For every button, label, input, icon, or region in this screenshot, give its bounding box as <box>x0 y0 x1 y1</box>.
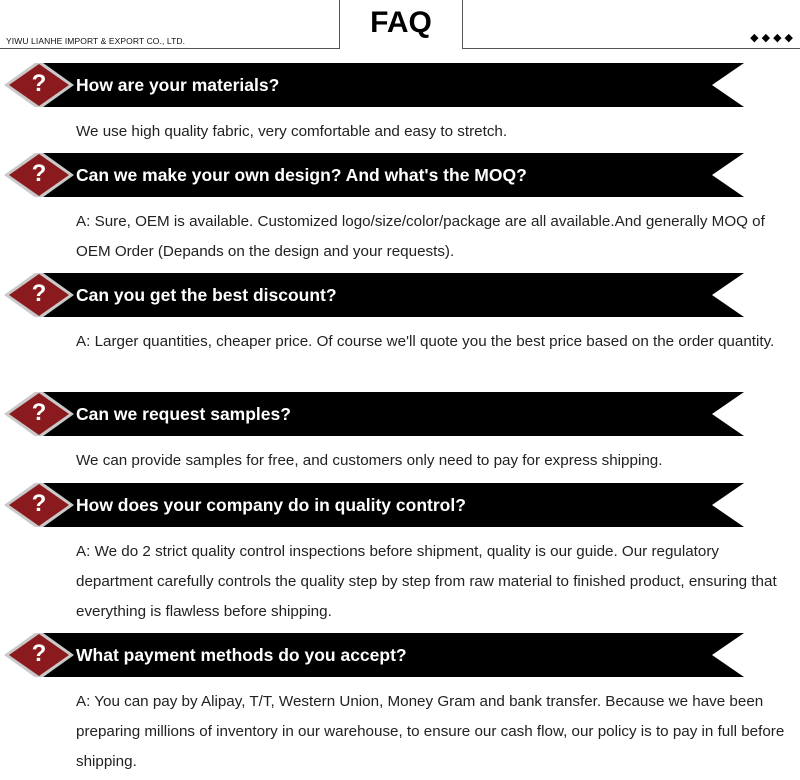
question-mark-icon: ? <box>31 640 47 667</box>
question-banner <box>0 633 800 677</box>
answer-text: A: We do 2 strict quality control inspections before shipment, quality is our guide. Our regulatory department carefully controls the quality step by step from raw material to finished product, ensuring that everything is flawless before shipping. <box>76 543 777 620</box>
answer-text: A: Larger quantities, cheaper price. Of course we'll quote you the best price based on the order quantity. <box>76 333 775 350</box>
answer-text: A: You can pay by Alipay, T/T, Western Union, Money Gram and bank transfer. Because we have been preparing millions of inventory in our warehouse, to ensure our cash flow, our policy is to pay in full before shipping. <box>76 693 785 770</box>
question-mark-icon: ? <box>31 280 47 307</box>
page-header <box>0 0 800 52</box>
page-title: FAQ <box>339 0 463 49</box>
question-mark-icon: ? <box>31 70 47 97</box>
company-name: YIWU LIANHE IMPORT & EXPORT CO., LTD. <box>6 36 186 46</box>
question-banner <box>0 392 800 436</box>
question-banner <box>0 153 800 197</box>
question-banner <box>0 63 800 107</box>
question-banner <box>0 483 800 527</box>
answer-text: We can provide samples for free, and customers only need to pay for express shipping. <box>76 452 663 469</box>
question-text: Can we make your own design? And what's the MOQ? <box>76 165 527 185</box>
question-mark-icon: ? <box>31 490 47 517</box>
question-text: What payment methods do you accept? <box>76 645 407 665</box>
question-text: Can you get the best discount? <box>76 285 337 305</box>
question-text: How does your company do in quality control? <box>76 495 466 515</box>
answer-text: We use high quality fabric, very comfortable and easy to stretch. <box>76 123 508 140</box>
question-text: How are your materials? <box>76 75 280 95</box>
diamond-decoration: ◆◆◆◆ <box>750 32 796 44</box>
question-banner <box>0 273 800 317</box>
question-mark-icon: ? <box>31 160 47 187</box>
question-mark-icon: ? <box>31 399 47 426</box>
question-text: Can we request samples? <box>76 404 291 424</box>
answer-text: A: Sure, OEM is available. Customized logo/size/color/package are all available.And generally MOQ of OEM Order (Depands on the design and your requests). <box>76 213 765 260</box>
